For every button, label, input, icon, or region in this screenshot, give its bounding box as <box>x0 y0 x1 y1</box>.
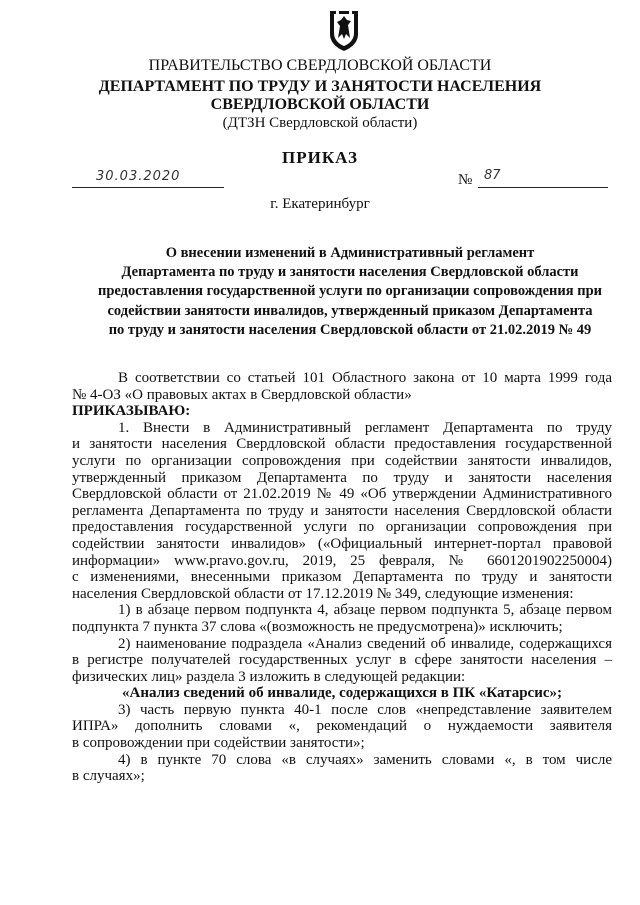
body-line: Свердловской области от 21.02.2019 № 49 «Об утверждении Административного <box>72 486 612 503</box>
body-line: с изменениями, внесенными приказом Департамента по труду и занятости <box>72 569 612 586</box>
order-directive: ПРИКАЗЫВАЮ: <box>72 403 191 420</box>
body-line: регламента Департамента по труду и занятости населения Свердловской области <box>72 502 612 519</box>
body-line: 1) в абзаце первом подпункта 4, абзаце первом подпункта 5, абзаце первом <box>118 602 612 619</box>
body-line: В соответствии со статьей 101 Областного закона от 10 марта 1999 года <box>118 370 612 386</box>
body-line: предоставления государственной услуги по организации сопровождения при <box>72 519 612 536</box>
order-body <box>72 370 612 785</box>
body-line: услуги по организации сопровождения при содействии занятости инвалидов, <box>72 452 612 469</box>
city: г. Екатеринбург <box>270 196 370 212</box>
body-line: 1. Внести в Административный регламент Департамента по труду <box>118 419 612 436</box>
number-label: № <box>458 172 473 188</box>
subsection-title: «Анализ сведений об инвалиде, содержащихся в ПК «Катарсис»; <box>121 685 563 702</box>
body-line: в случаях»; <box>72 768 145 785</box>
body-line: утвержденный приказом Департамента по труду и занятости населения <box>72 469 612 486</box>
body-line: информации» www.pravo.gov.ru, 2019, 25 февраля, № 6601201902250004) <box>72 552 612 569</box>
title-line: О внесении изменений в Административный регламент <box>165 245 535 261</box>
body-line: и занятости населения Свердловской области предоставления государственной <box>72 436 612 453</box>
document-type-heading: ПРИКАЗ <box>282 148 358 167</box>
body-line: подпункта 7 пункта 37 слова «(возможность не предусмотрена)» исключить; <box>72 618 563 635</box>
title-line: содействии занятости инвалидов, утвержденный приказом Департамента <box>107 302 593 319</box>
department-name-line2: СВЕРДЛОВСКОЙ ОБЛАСТИ <box>210 96 430 113</box>
body-line: физических лиц» раздела 3 изложить в следующей редакции: <box>72 668 466 685</box>
department-abbreviation: (ДТЗН Свердловской области) <box>222 115 418 131</box>
order-title <box>80 244 620 340</box>
government-name: ПРАВИТЕЛЬСТВО СВЕРДЛОВСКОЙ ОБЛАСТИ <box>148 57 492 74</box>
title-line: Департамента по труду и занятости населения Свердловской области <box>121 264 579 281</box>
body-line: содействии занятости инвалидов» («Официальный интернет-портал правовой <box>72 535 612 552</box>
title-line: предоставления государственной услуги по организации сопровождения при <box>98 283 602 300</box>
coat-of-arms-icon <box>327 8 361 52</box>
body-line: населения Свердловской области от 17.12.2019 № 349, следующие изменения: <box>72 585 574 602</box>
title-line: по труду и занятости населения Свердловской области от 21.02.2019 № 49 <box>108 321 592 338</box>
body-line: ИПРА» дополнить словами «, рекомендаций о нуждаемости заявителя <box>72 718 612 735</box>
body-line: в сопровождении при содействии занятости»; <box>72 735 365 752</box>
order-date: 30.03.2020 <box>96 169 181 184</box>
body-line: 2) наименование подраздела «Анализ сведений об инвалиде, содержащихся <box>118 635 612 652</box>
body-line: № 4-ОЗ «О правовых актах в Свердловской области» <box>72 386 412 403</box>
body-line: 3) часть первую пункта 40-1 после слов «непредставление заявителем <box>118 701 612 718</box>
order-number: 87 <box>484 168 501 183</box>
body-line: 4) в пункте 70 слова «в случаях» заменить словами «, в том числе <box>118 751 612 768</box>
body-line: в регистре получателей государственных услуг в сфере занятости населения – <box>72 652 612 669</box>
department-name-line1: ДЕПАРТАМЕНТ ПО ТРУДУ И ЗАНЯТОСТИ НАСЕЛЕНИЯ <box>98 78 542 95</box>
